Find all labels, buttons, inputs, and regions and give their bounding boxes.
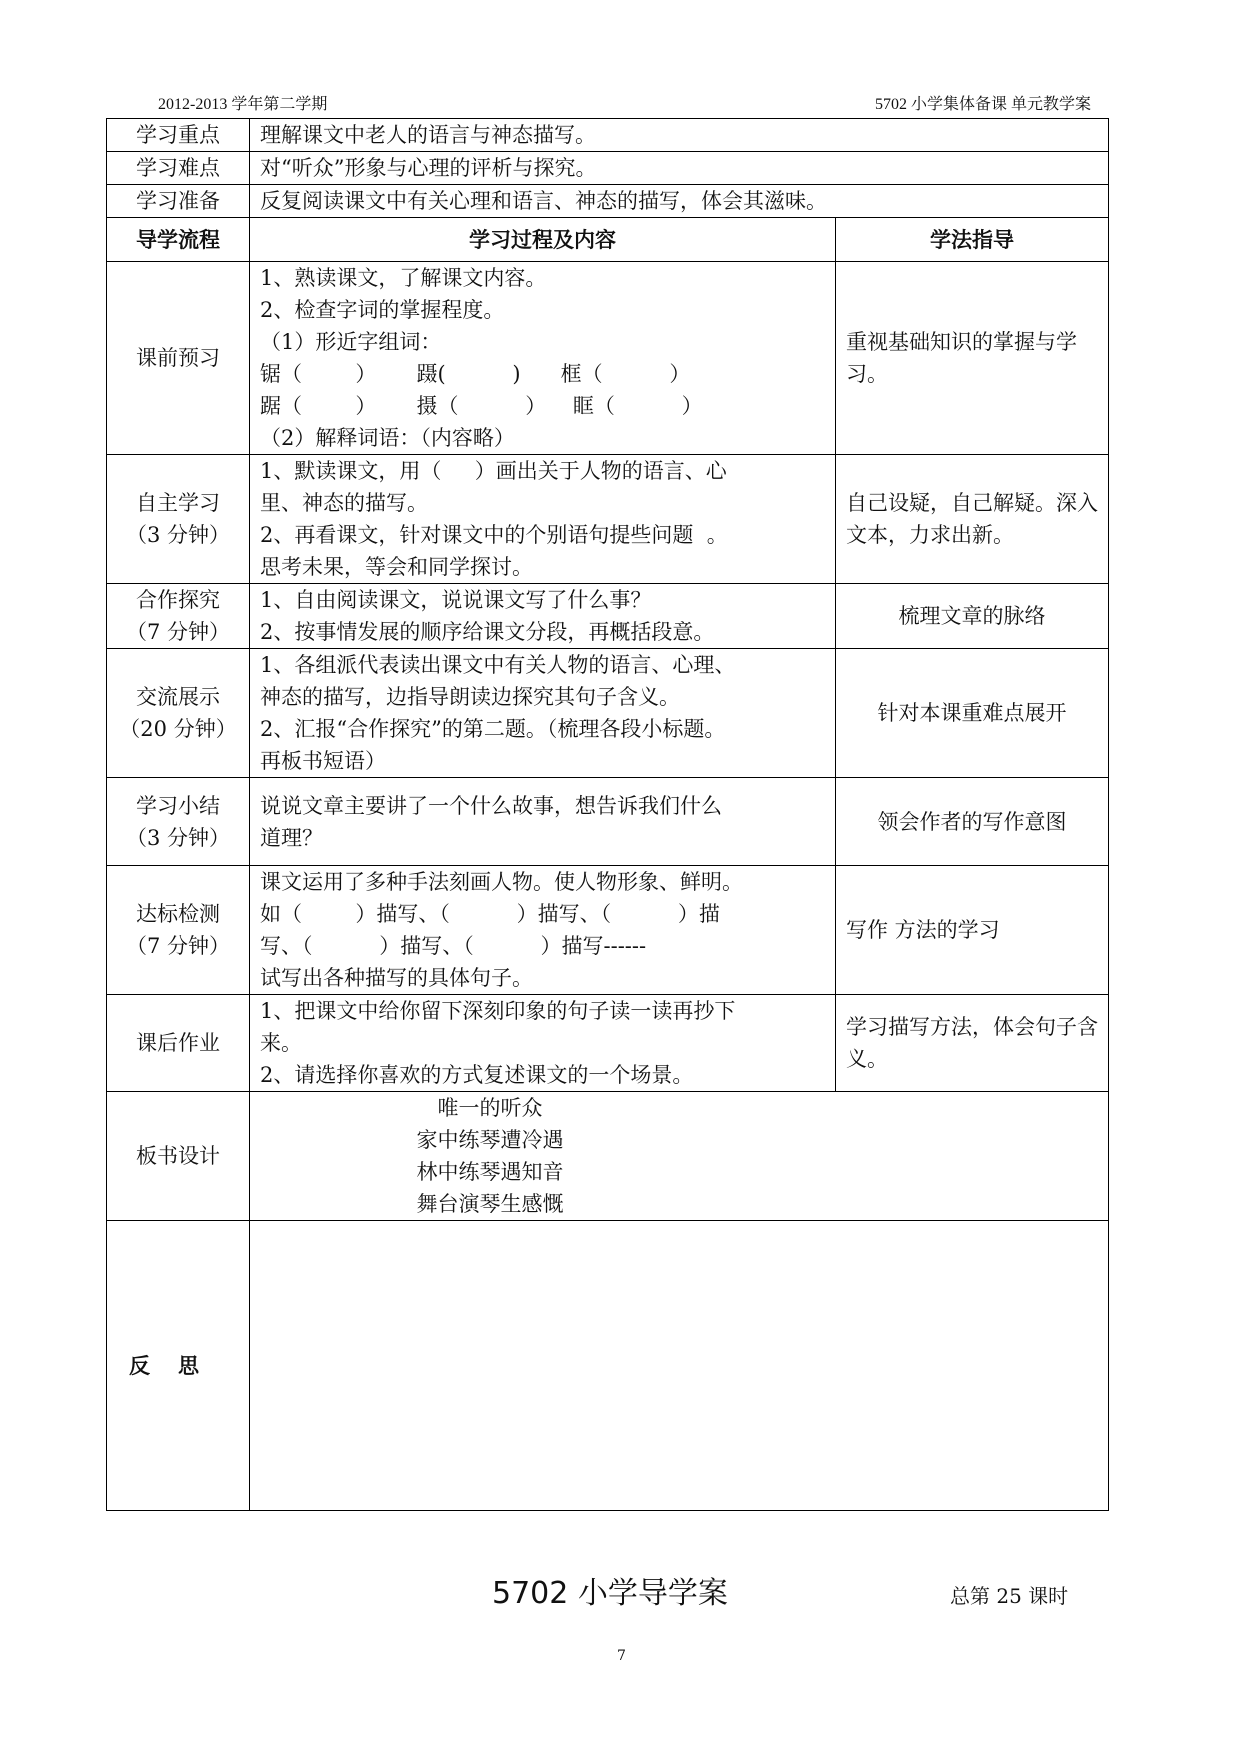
row-label: 学习重点 bbox=[107, 119, 250, 152]
column-header-process: 学习过程及内容 bbox=[250, 218, 836, 262]
table-row bbox=[107, 584, 1109, 649]
board-line: 林中练琴遇知音 bbox=[416, 1160, 564, 1184]
row-content: 理解课文中老人的语言与神态描写。 bbox=[250, 119, 1109, 152]
label-line: 学习小结 bbox=[136, 793, 220, 818]
content-line: 2、再看课文，针对课文中的个别语句提些问题 。 bbox=[260, 523, 728, 547]
row-label: 学习准备 bbox=[107, 185, 250, 218]
row-content bbox=[250, 455, 836, 584]
label-line: 交流展示 bbox=[136, 685, 220, 709]
content-line: 1、自由阅读课文，说说课文写了什么事？ bbox=[260, 588, 652, 612]
header-title: 5702 小学集体备课 单元教学案 bbox=[874, 96, 1091, 113]
content-line: （2）解释词语：（内容略） bbox=[260, 426, 515, 450]
column-header-row bbox=[107, 218, 1109, 262]
row-label bbox=[107, 778, 250, 866]
row-label bbox=[107, 649, 250, 778]
content-line: 来。 bbox=[260, 1031, 302, 1055]
label-line: （7 分钟） bbox=[125, 934, 231, 958]
row-label: 学习难点 bbox=[107, 152, 250, 185]
content-line: 课文运用了多种手法刻画人物。使人物形象、鲜明。 bbox=[260, 870, 743, 894]
content-line: 2、按事情发展的顺序给课文分段，再概括段意。 bbox=[260, 620, 715, 644]
table-row bbox=[107, 995, 1109, 1092]
table-row bbox=[107, 778, 1109, 866]
row-label bbox=[107, 262, 250, 455]
row-content bbox=[250, 649, 836, 778]
table-row bbox=[107, 866, 1109, 995]
board-line: 家中练琴遭冷遇 bbox=[416, 1128, 564, 1152]
table-row bbox=[107, 185, 1109, 218]
footer-title: 5702 小学导学案 bbox=[492, 1576, 728, 1611]
row-content: 反复阅读课文中有关心理和语言、神态的描写，体会其滋味。 bbox=[250, 185, 1109, 218]
row-content bbox=[250, 262, 836, 455]
content-line: 锯（ ） 蹑( ) 框（ ） bbox=[260, 362, 691, 386]
label-line: （3 分钟） bbox=[125, 825, 231, 850]
label-line: 课前预习 bbox=[136, 346, 220, 370]
content-line: 如（ ）描写、（ ）描写、（ ）描 bbox=[260, 902, 720, 926]
label-line: （7 分钟） bbox=[125, 620, 231, 644]
reflection-content bbox=[250, 1221, 1109, 1511]
content-line: 说说文章主要讲了一个什么故事，想告诉我们什么 bbox=[260, 793, 722, 818]
content-line: 思考未果，等会和同学探讨。 bbox=[260, 555, 533, 579]
board-design-label: 板书设计 bbox=[107, 1092, 250, 1221]
row-content: 对“听众”形象与心理的评析与探究。 bbox=[250, 152, 1109, 185]
table-row bbox=[107, 649, 1109, 778]
reflection-label: 反思 bbox=[107, 1221, 250, 1511]
table-row bbox=[107, 152, 1109, 185]
row-content bbox=[250, 584, 836, 649]
footer-lesson-count: 总第 25 课时 bbox=[950, 1584, 1069, 1608]
row-content bbox=[250, 866, 836, 995]
content-line: （1）形近字组词： bbox=[260, 330, 442, 354]
row-label bbox=[107, 995, 250, 1092]
content-line: 1、各组派代表读出课文中有关人物的语言、心理、 bbox=[260, 653, 736, 677]
board-line: 唯一的听众 bbox=[437, 1096, 543, 1120]
row-guide: 学习描写方法，体会句子含义。 bbox=[836, 995, 1109, 1092]
content-line: 写、（ ）描写、（ ）描写------ bbox=[260, 934, 647, 958]
board-design-content bbox=[250, 1092, 1109, 1221]
content-line: 2、汇报“合作探究”的第二题。（梳理各段小标题。 bbox=[260, 717, 726, 741]
row-label bbox=[107, 584, 250, 649]
lesson-plan-table bbox=[106, 118, 1109, 1511]
content-line: 踞（ ） 摄（ ） 眶（ ） bbox=[260, 394, 703, 418]
row-guide: 写作 方法的学习 bbox=[836, 866, 1109, 995]
row-guide: 自己设疑，自己解疑。深入文本，力求出新。 bbox=[836, 455, 1109, 584]
content-line: 1、熟读课文，了解课文内容。 bbox=[260, 266, 547, 290]
board-design-row bbox=[107, 1092, 1109, 1221]
content-line: 1、把课文中给你留下深刻印象的句子读一读再抄下 bbox=[260, 999, 736, 1023]
label-line: 自主学习 bbox=[136, 491, 220, 515]
row-content bbox=[250, 995, 836, 1092]
label-line: （20 分钟） bbox=[119, 717, 237, 741]
column-header-flow: 导学流程 bbox=[107, 218, 250, 262]
label-line: （3 分钟） bbox=[125, 523, 231, 547]
row-label bbox=[107, 866, 250, 995]
table-row bbox=[107, 455, 1109, 584]
row-label bbox=[107, 455, 250, 584]
table-row bbox=[107, 119, 1109, 152]
row-guide: 重视基础知识的掌握与学习。 bbox=[836, 262, 1109, 455]
content-line: 神态的描写，边指导朗读边探究其句子含义。 bbox=[260, 685, 680, 709]
row-guide: 领会作者的写作意图 bbox=[836, 778, 1109, 866]
reflection-row bbox=[107, 1221, 1109, 1511]
content-line: 再板书短语） bbox=[260, 749, 386, 773]
content-line: 2、检查字词的掌握程度。 bbox=[260, 298, 505, 322]
content-line: 试写出各种描写的具体句子。 bbox=[260, 966, 533, 990]
row-guide: 梳理文章的脉络 bbox=[836, 584, 1109, 649]
label-line: 达标检测 bbox=[136, 902, 220, 926]
column-header-guide: 学法指导 bbox=[836, 218, 1109, 262]
label-line: 课后作业 bbox=[136, 1031, 220, 1055]
board-line: 舞台演琴生感慨 bbox=[416, 1192, 564, 1216]
row-guide: 针对本课重难点展开 bbox=[836, 649, 1109, 778]
content-line: 1、默读课文，用（ ）画出关于人物的语言、心 bbox=[260, 459, 727, 483]
header-semester: 2012-2013 学年第二学期 bbox=[158, 96, 328, 113]
label-line: 合作探究 bbox=[136, 588, 220, 612]
content-line: 里、神态的描写。 bbox=[260, 491, 428, 515]
content-line: 2、请选择你喜欢的方式复述课文的一个场景。 bbox=[260, 1063, 694, 1087]
content-line: 道理？ bbox=[260, 825, 323, 850]
page-number: 7 bbox=[617, 1648, 626, 1664]
table-row bbox=[107, 262, 1109, 455]
row-content bbox=[250, 778, 836, 866]
